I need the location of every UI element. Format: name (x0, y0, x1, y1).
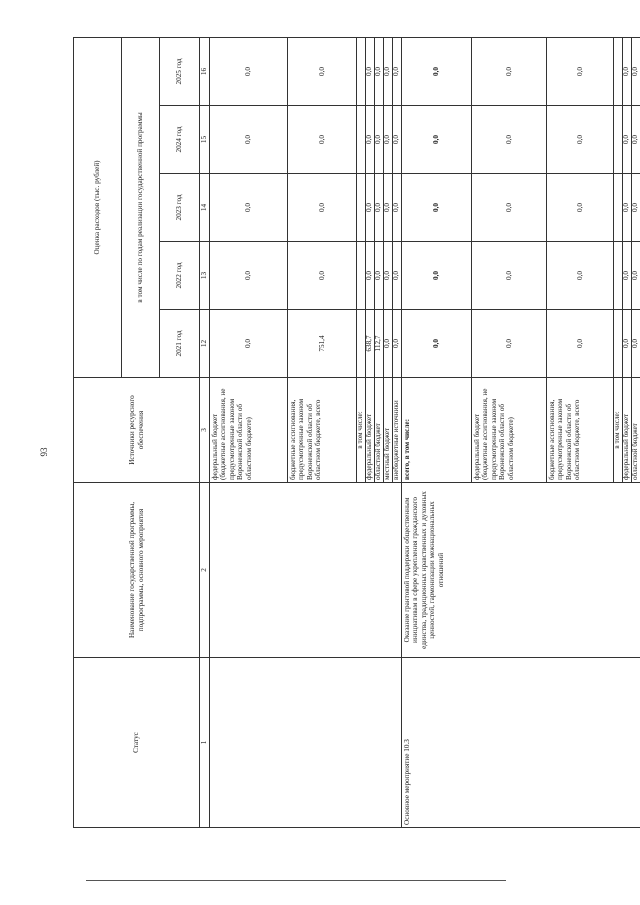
value-2024: 0,0 (632, 106, 640, 174)
value-2021 (357, 310, 366, 378)
value-2023: 0,0 (366, 174, 375, 242)
value-2022: 0,0 (632, 242, 640, 310)
header-year-2023: 2023 год (160, 174, 200, 242)
value-2022 (357, 242, 366, 310)
header-name: Наименование государственной программы, подпрограммы, основного мероприятия (74, 483, 200, 658)
value-2023: 0,0 (393, 174, 402, 242)
status-cell: Основное мероприятие 10.3 (402, 658, 640, 828)
header-year-2024: 2024 год (160, 106, 200, 174)
value-2024: 0,0 (393, 106, 402, 174)
header-year-2022: 2022 год (160, 242, 200, 310)
value-2022: 0,0 (547, 242, 614, 310)
value-2022: 0,0 (623, 242, 632, 310)
header-year-2025: 2025 год (160, 37, 200, 105)
value-2025: 0,0 (547, 37, 614, 105)
source-cell: в том числе: (614, 378, 623, 483)
value-2024 (614, 106, 623, 174)
value-2024: 0,0 (384, 106, 393, 174)
value-2024: 0,0 (366, 106, 375, 174)
value-2022: 0,0 (384, 242, 393, 310)
landscape-page (73, 38, 640, 828)
value-2021: 0,0 (393, 310, 402, 378)
value-2025: 0,0 (375, 37, 384, 105)
value-2021: 0,0 (623, 310, 632, 378)
value-2024: 0,0 (288, 106, 357, 174)
value-2023: 0,0 (547, 174, 614, 242)
value-2021: 112,7 (375, 310, 384, 378)
column-index: 12 (200, 310, 210, 378)
value-2021: 0,0 (632, 310, 640, 378)
source-cell: всего, в том числе: (402, 378, 472, 483)
value-2022 (614, 242, 623, 310)
header-year-2021: 2021 год (160, 310, 200, 378)
value-2025: 0,0 (210, 37, 288, 105)
value-2021: 638,7 (366, 310, 375, 378)
name-cell-empty (210, 483, 402, 658)
value-2022: 0,0 (210, 242, 288, 310)
source-cell: областной бюджет (632, 378, 640, 483)
value-2022: 0,0 (366, 242, 375, 310)
rotated-table-area (73, 38, 640, 828)
column-index: 2 (200, 483, 210, 658)
source-cell: внебюджетные источники (393, 378, 402, 483)
value-2025: 0,0 (402, 37, 472, 105)
value-2025: 0,0 (384, 37, 393, 105)
value-2024: 0,0 (210, 106, 288, 174)
value-2023: 0,0 (288, 174, 357, 242)
activity-name: Оказание грантовой поддержки общественным инициативам в сфере укрепления гражданского единства, традиционных нравственных и духовных ценностей, гармонизации межнациональных отношений (402, 483, 640, 658)
value-2023: 0,0 (623, 174, 632, 242)
value-2021: 0,0 (472, 310, 547, 378)
value-2025: 0,0 (288, 37, 357, 105)
value-2024 (357, 106, 366, 174)
value-2021: 0,0 (547, 310, 614, 378)
column-index: 16 (200, 37, 210, 105)
table-row (402, 37, 472, 827)
value-2021 (614, 310, 623, 378)
value-2023: 0,0 (210, 174, 288, 242)
value-2024: 0,0 (402, 106, 472, 174)
value-2023: 0,0 (632, 174, 640, 242)
header-by-years: в том числе по годам реализации государственной программы (122, 37, 160, 377)
value-2025: 0,0 (366, 37, 375, 105)
source-cell: федеральный бюджет (623, 378, 632, 483)
value-2023 (357, 174, 366, 242)
source-cell: федеральный бюджет (366, 378, 375, 483)
source-cell: бюджетные ассигнования, предусмотренные законом Воронежской области об областном бюджете, всего (547, 378, 614, 483)
value-2021: 0,0 (402, 310, 472, 378)
source-cell: бюджетные ассигнования, предусмотренные законом Воронежской области об областном бюджете, всего (288, 378, 357, 483)
value-2025: 0,0 (623, 37, 632, 105)
source-cell: в том числе: (357, 378, 366, 483)
column-index-row (200, 37, 210, 827)
column-index: 14 (200, 174, 210, 242)
value-2021: 0,0 (210, 310, 288, 378)
value-2024: 0,0 (472, 106, 547, 174)
column-index: 1 (200, 658, 210, 828)
value-2025: 0,0 (472, 37, 547, 105)
expenditure-table (73, 37, 640, 828)
value-2024: 0,0 (623, 106, 632, 174)
source-cell: федеральный бюджет (бюджетные ассигнования, не предусмотренные законом Воронежской области об областном бюджете) (210, 378, 288, 483)
source-cell: федеральный бюджет (бюджетные ассигнования, не предусмотренные законом Воронежской области об областном бюджете) (472, 378, 547, 483)
value-2024: 0,0 (375, 106, 384, 174)
value-2022: 0,0 (375, 242, 384, 310)
value-2025: 0,0 (393, 37, 402, 105)
value-2021: 0,0 (384, 310, 393, 378)
header-source: Источники ресурсного обеспечения (74, 378, 200, 483)
value-2023: 0,0 (384, 174, 393, 242)
value-2023 (614, 174, 623, 242)
value-2022: 0,0 (472, 242, 547, 310)
value-2023: 0,0 (472, 174, 547, 242)
value-2022: 0,0 (393, 242, 402, 310)
value-2022: 0,0 (402, 242, 472, 310)
table-row (210, 37, 288, 827)
source-cell: местный бюджет (384, 378, 393, 483)
column-index: 13 (200, 242, 210, 310)
header-status: Статус (74, 658, 200, 828)
status-cell-empty (210, 658, 402, 828)
page-bottom-rule (86, 880, 506, 881)
value-2023: 0,0 (375, 174, 384, 242)
value-2023: 0,0 (402, 174, 472, 242)
column-index: 3 (200, 378, 210, 483)
value-2025 (357, 37, 366, 105)
source-cell: областной бюджет (375, 378, 384, 483)
column-index: 15 (200, 106, 210, 174)
page-number: 93 (39, 447, 49, 457)
value-2025 (614, 37, 623, 105)
value-2024: 0,0 (547, 106, 614, 174)
value-2025: 0,0 (632, 37, 640, 105)
header-estimate: Оценка расходов (тыс. рублей) (74, 37, 122, 377)
value-2022: 0,0 (288, 242, 357, 310)
value-2021: 751,4 (288, 310, 357, 378)
